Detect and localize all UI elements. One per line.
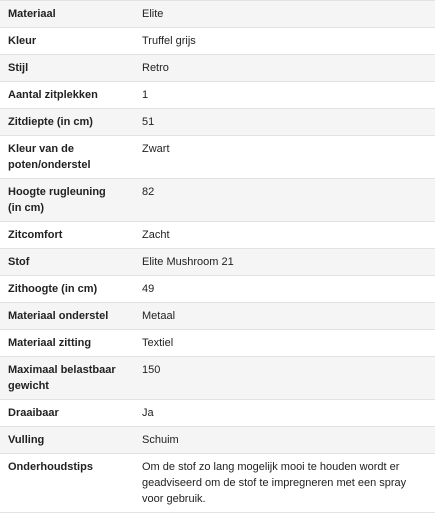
spec-label: Materiaal xyxy=(8,8,56,20)
spec-label: Aantal zitplekken xyxy=(8,89,98,101)
spec-label: Zithoogte (in cm) xyxy=(8,283,98,295)
spec-label: Stof xyxy=(8,256,30,268)
spec-row-stijl xyxy=(0,55,435,82)
spec-label: Zitdiepte (in cm) xyxy=(8,116,93,128)
spec-value: Textiel xyxy=(142,337,174,349)
spec-value: 1 xyxy=(142,89,149,101)
spec-label: Onderhoudstips xyxy=(8,461,93,473)
spec-value: Metaal xyxy=(142,310,176,322)
spec-row-draaibaar xyxy=(0,400,435,427)
spec-row-kleur xyxy=(0,28,435,55)
spec-label: Vulling xyxy=(8,434,45,446)
spec-row-materiaal-onderstel xyxy=(0,303,435,330)
spec-value: 51 xyxy=(142,116,155,128)
spec-label: Maximaal belastbaar gewicht xyxy=(8,364,116,392)
spec-row-hoogte-rugleuning xyxy=(0,179,435,222)
spec-row-aantal-zitplekken xyxy=(0,82,435,109)
spec-label: Kleur van de poten/onderstel xyxy=(8,143,91,171)
spec-value: 49 xyxy=(142,283,155,295)
spec-value: Elite Mushroom 21 xyxy=(142,256,234,268)
spec-row-stof xyxy=(0,249,435,276)
spec-value: Zacht xyxy=(142,229,170,241)
spec-value: 82 xyxy=(142,186,155,198)
spec-value: Schuim xyxy=(142,434,179,446)
spec-row-zitdiepte xyxy=(0,109,435,136)
spec-row-zithoogte xyxy=(0,276,435,303)
spec-label: Zitcomfort xyxy=(8,229,63,241)
spec-value: Retro xyxy=(142,62,169,74)
spec-label: Hoogte rugleuning (in cm) xyxy=(8,186,106,214)
spec-label: Materiaal onderstel xyxy=(8,310,109,322)
spec-row-kleur-poten xyxy=(0,136,435,179)
spec-label: Draaibaar xyxy=(8,407,59,419)
spec-value: Zwart xyxy=(142,143,170,155)
spec-label: Materiaal zitting xyxy=(8,337,92,349)
spec-value: Om de stof zo lang mogelijk mooi te houden wordt er geadviseerd om de stof te impregneren met een spray voor gebruik. xyxy=(142,461,407,505)
spec-row-onderhoudstips xyxy=(0,454,435,513)
spec-row-vulling xyxy=(0,427,435,454)
spec-value: 150 xyxy=(142,364,161,376)
spec-row-materiaal xyxy=(0,0,435,28)
spec-row-maximaal-belastbaar-gewicht xyxy=(0,357,435,400)
spec-value: Truffel grijs xyxy=(142,35,196,47)
spec-label: Stijl xyxy=(8,62,29,74)
spec-row-zitcomfort xyxy=(0,222,435,249)
spec-value: Ja xyxy=(142,407,154,419)
spec-row-materiaal-zitting xyxy=(0,330,435,357)
spec-label: Kleur xyxy=(8,35,37,47)
spec-value: Elite xyxy=(142,8,164,20)
